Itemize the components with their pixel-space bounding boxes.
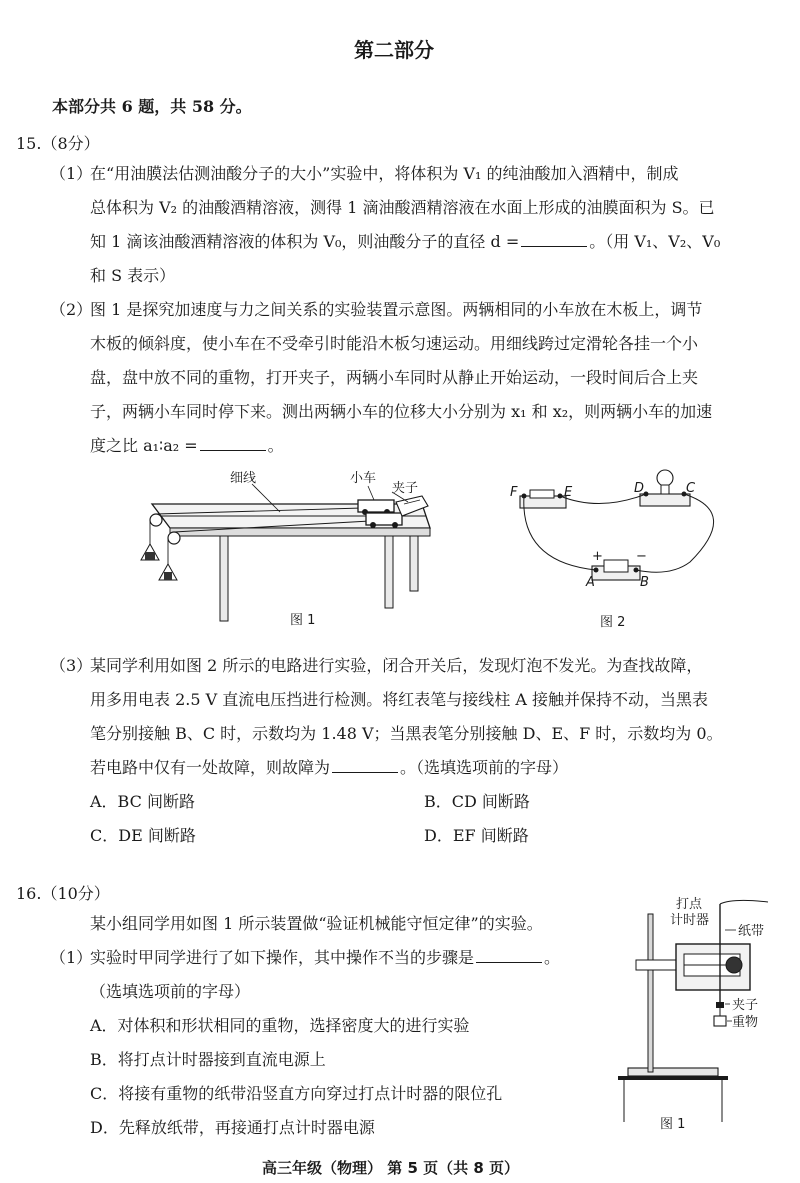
switch-lever <box>530 490 554 498</box>
q16-p1-option: D．先释放纸带，再接通打点计时器电源 <box>90 1118 375 1137</box>
label-E: E <box>564 485 573 500</box>
table-leg <box>220 536 228 621</box>
label-D: D <box>634 481 645 496</box>
q15-p3-line3: 笔分别接触 B、C 时，示数均为 1.48 V；当黑表笔分别接触 D、E、F 时，示数均为 0。 <box>90 724 723 743</box>
label-weight: 重物 <box>732 1015 759 1030</box>
q16-stem: 某小组同学用如图 1 所示装置做“验证机械能守恒定律”的实验。 <box>90 914 543 933</box>
label-clip: 夹子 <box>392 481 419 496</box>
stand-base <box>628 1068 718 1076</box>
q15-p3-option: C．DE 间断路 <box>90 826 196 845</box>
q15-p2-line3: 盘，盘中放不同的重物，打开夹子，两辆小车同时从静止开始运动，一段时间后合上夹 <box>90 368 699 387</box>
pulley-icon <box>150 514 162 526</box>
label-A: A <box>586 575 595 590</box>
q15-p2-label: （2） <box>50 300 93 319</box>
q16-p1-line1 <box>90 948 560 968</box>
wheel-icon <box>392 522 398 528</box>
section-intro: 本部分共 6 题，共 58 分。 <box>52 97 252 116</box>
table-leg <box>385 536 393 608</box>
label-timer-1: 打点 <box>676 897 703 912</box>
label-F: F <box>510 485 518 500</box>
page-footer: 高三年级（物理） 第 5 页（共 8 页） <box>262 1159 519 1177</box>
q16-figure1 <box>618 892 790 1137</box>
clip-icon <box>716 1002 724 1008</box>
q15-p2-line2: 木板的倾斜度，使小车在不受牵引时能沿木板匀速运动。用细线跨过定滑轮各挂一个小 <box>90 334 699 353</box>
wheel-icon <box>370 522 376 528</box>
label-thread: 细线 <box>230 471 257 486</box>
q15-p3-line1: 某同学利用如图 2 所示的电路进行实验，闭合开关后，发现灯泡不发光。为查找故障， <box>90 656 703 675</box>
table-edge <box>170 528 430 536</box>
lamp-icon <box>657 470 673 486</box>
q16-p1-option: A．对体积和形状相同的重物，选择密度大的进行实验 <box>90 1016 470 1035</box>
weight-icon <box>164 572 172 580</box>
q15-figure2 <box>500 462 730 634</box>
q15-p3-line4 <box>90 758 568 778</box>
q15-p3-answer-blank[interactable] <box>332 758 398 773</box>
q16-p1-line2: （选填选项前的字母） <box>90 982 251 1001</box>
q15-p1-line4: 和 S 表示） <box>90 266 176 285</box>
table-top <box>618 1076 728 1080</box>
q15-p1-line3a: 知 1 滴该油酸酒精溶液的体积为 V₀，则油酸分子的直径 d = <box>90 232 520 251</box>
q16-p1-line1a: 实验时甲同学进行了如下操作，其中操作不当的步骤是 <box>90 948 475 967</box>
clamp-icon <box>636 960 676 970</box>
q15-p3-line2: 用多用电表 2.5 V 直流电压挡进行检测。将红表笔与接线柱 A 接触并保持不动，当黑表 <box>90 690 708 709</box>
q15-p1-answer-blank[interactable] <box>521 232 587 247</box>
q15-p2-line1: 图 1 是探究加速度与力之间关系的实验装置示意图。两辆相同的小车放在木板上，调节 <box>90 300 703 319</box>
weight-icon <box>145 552 155 560</box>
label-C: C <box>686 481 696 496</box>
leader-line <box>368 486 374 500</box>
label-B: B <box>640 575 649 590</box>
q16-p1-line1b: 。 <box>544 948 561 967</box>
q15-p2-line5b: 。 <box>267 436 284 455</box>
figure1-caption: 图 1 <box>660 1117 686 1132</box>
stand-rod <box>648 914 653 1072</box>
label-clip: 夹子 <box>732 998 759 1013</box>
q15-p1-line3b: 。（用 V₁、V₂、V₀ <box>589 232 721 251</box>
q15-p3-label: （3） <box>50 656 93 675</box>
pulley-icon <box>168 532 180 544</box>
q15-p1-line2: 总体积为 V₂ 的油酸酒精溶液，测得 1 滴油酸酒精溶液在水面上形成的油膜面积为 S。已 <box>90 198 715 217</box>
q15-p1-label: （1） <box>50 164 93 183</box>
hand-outline <box>720 900 768 904</box>
q15-p3-option: D．EF 间断路 <box>424 826 529 845</box>
q16-p1-label: （1） <box>50 948 93 967</box>
label-cart: 小车 <box>350 471 377 486</box>
label-tape: 纸带 <box>738 924 765 939</box>
section-title: 第二部分 <box>354 38 434 62</box>
q15-number: 15.（8分） <box>16 134 100 153</box>
figure1-caption: 图 1 <box>290 613 316 628</box>
q15-p2-line5 <box>90 436 284 456</box>
q15-p3-line4a: 若电路中仅有一处故障，则故障为 <box>90 758 331 777</box>
battery-cell <box>604 560 628 572</box>
table-leg <box>410 536 418 591</box>
timer-coil <box>726 957 742 973</box>
figure2-caption: 图 2 <box>600 615 626 630</box>
weight-icon <box>714 1016 726 1026</box>
q15-p3-option: B．CD 间断路 <box>424 792 530 811</box>
label-timer-2: 计时器 <box>670 913 710 928</box>
q16-p1-answer-blank[interactable] <box>476 948 542 963</box>
q15-p2-line5a: 度之比 a₁∶a₂ = <box>90 436 198 455</box>
q15-p3-line4b: 。（选填选项前的字母） <box>400 758 569 777</box>
q15-p2-answer-blank[interactable] <box>200 436 266 451</box>
q16-p1-option: C．将接有重物的纸带沿竖直方向穿过打点计时器的限位孔 <box>90 1084 503 1103</box>
q15-p1-line1: 在“用油膜法估测油酸分子的大小”实验中，将体积为 V₁ 的纯油酸加入酒精中，制成 <box>90 164 679 183</box>
label-minus: − <box>636 549 647 564</box>
q15-p1-line3 <box>90 232 720 252</box>
q16-p1-option: B．将打点计时器接到直流电源上 <box>90 1050 326 1069</box>
q15-p2-line4: 子，两辆小车同时停下来。测出两辆小车的位移大小分别为 x₁ 和 x₂，则两辆小车的加速 <box>90 402 713 421</box>
q15-figure1 <box>130 466 460 631</box>
q15-p3-option: A．BC 间断路 <box>90 792 195 811</box>
label-plus: + <box>592 549 603 564</box>
q16-number: 16.（10分） <box>16 884 110 903</box>
lamp-socket <box>661 485 669 494</box>
